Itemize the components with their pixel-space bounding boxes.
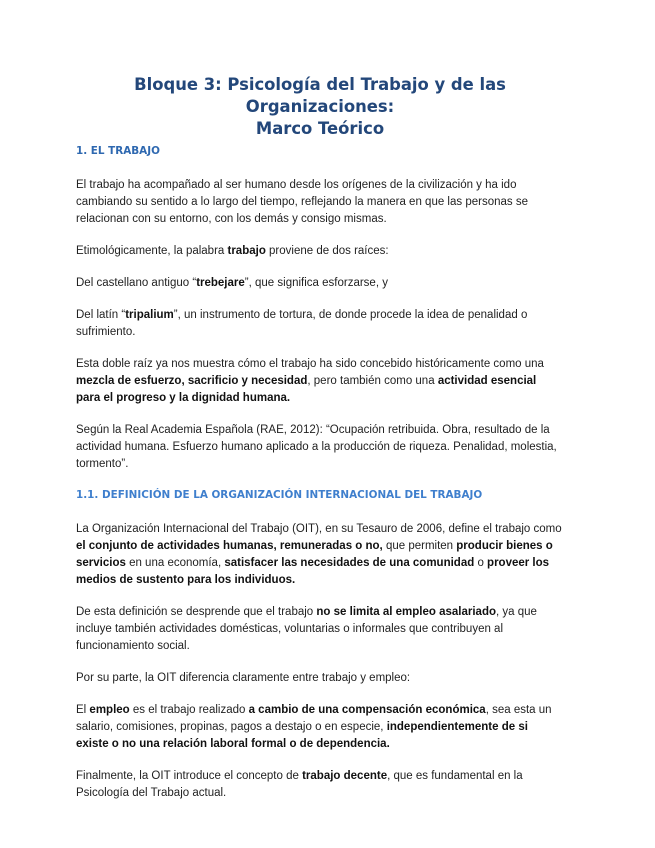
paragraph: Finalmente, la OIT introduce el concepto de trabajo decente, que es fundamental en la Psicología del Trabajo actual. [76,770,523,799]
document-page [76,74,562,817]
paragraph: Etimológicamente, la palabra trabajo proviene de dos raíces: [76,245,389,257]
paragraph: La Organización Internacional del Trabajo (OIT), en su Tesauro de 2006, define el trabajo como el conjunto de actividades humanas, remuneradas o no, que permiten producir bienes o servicios en una economía, satisfacer las necesidades de una comunidad o proveer los medios de sustento para los individuos. [76,523,562,586]
section-heading-definicion-oit: 1.1. DEFINICIÓN DE LA ORGANIZACIÓN INTERNACIONAL DEL TRABAJO [76,489,483,501]
page-title [72,74,568,140]
paragraph: De esta definición se desprende que el trabajo no se limita al empleo asalariado, ya que incluye también actividades domésticas, voluntarias o informales que contribuyen al funcionamiento social. [76,606,537,652]
paragraph: Del castellano antiguo “trebejare”, que significa esforzarse, y [76,277,388,289]
paragraph-rae-definition: Según la Real Academia Española (RAE, 2012): “Ocupación retribuida. Obra, resultado de la actividad humana. Esfuerzo humano aplicado a la producción de riqueza. Penalidad, molestia, tormento”. [76,424,557,470]
paragraph: Esta doble raíz ya nos muestra cómo el trabajo ha sido concebido históricamente como una mezcla de esfuerzo, sacrificio y necesidad, pero también como una actividad esencial para el progreso y la dignidad humana. [76,358,544,404]
section-heading-el-trabajo: 1. EL TRABAJO [76,145,160,157]
title-line-2: Marco Teórico [255,119,385,138]
title-line-1: Bloque 3: Psicología del Trabajo y de las Organizaciones: [134,75,506,116]
paragraph: Del latín “tripalium”, un instrumento de tortura, de donde procede la idea de penalidad o sufrimiento. [76,309,528,338]
paragraph: El trabajo ha acompañado al ser humano desde los orígenes de la civilización y ha ido cambiando su sentido a lo largo del tiempo, reflejando la manera en que las personas se relacionan con su entorno, con los demás y consigo mismas. [76,179,528,225]
paragraph: Por su parte, la OIT diferencia claramente entre trabajo y empleo: [76,672,411,684]
paragraph-empleo-definition: El empleo es el trabajo realizado a cambio de una compensación económica, sea esta un salario, comisiones, propinas, pagos a destajo o en especie, independientemente de si existe o no una relación laboral formal o de dependencia. [76,704,552,750]
